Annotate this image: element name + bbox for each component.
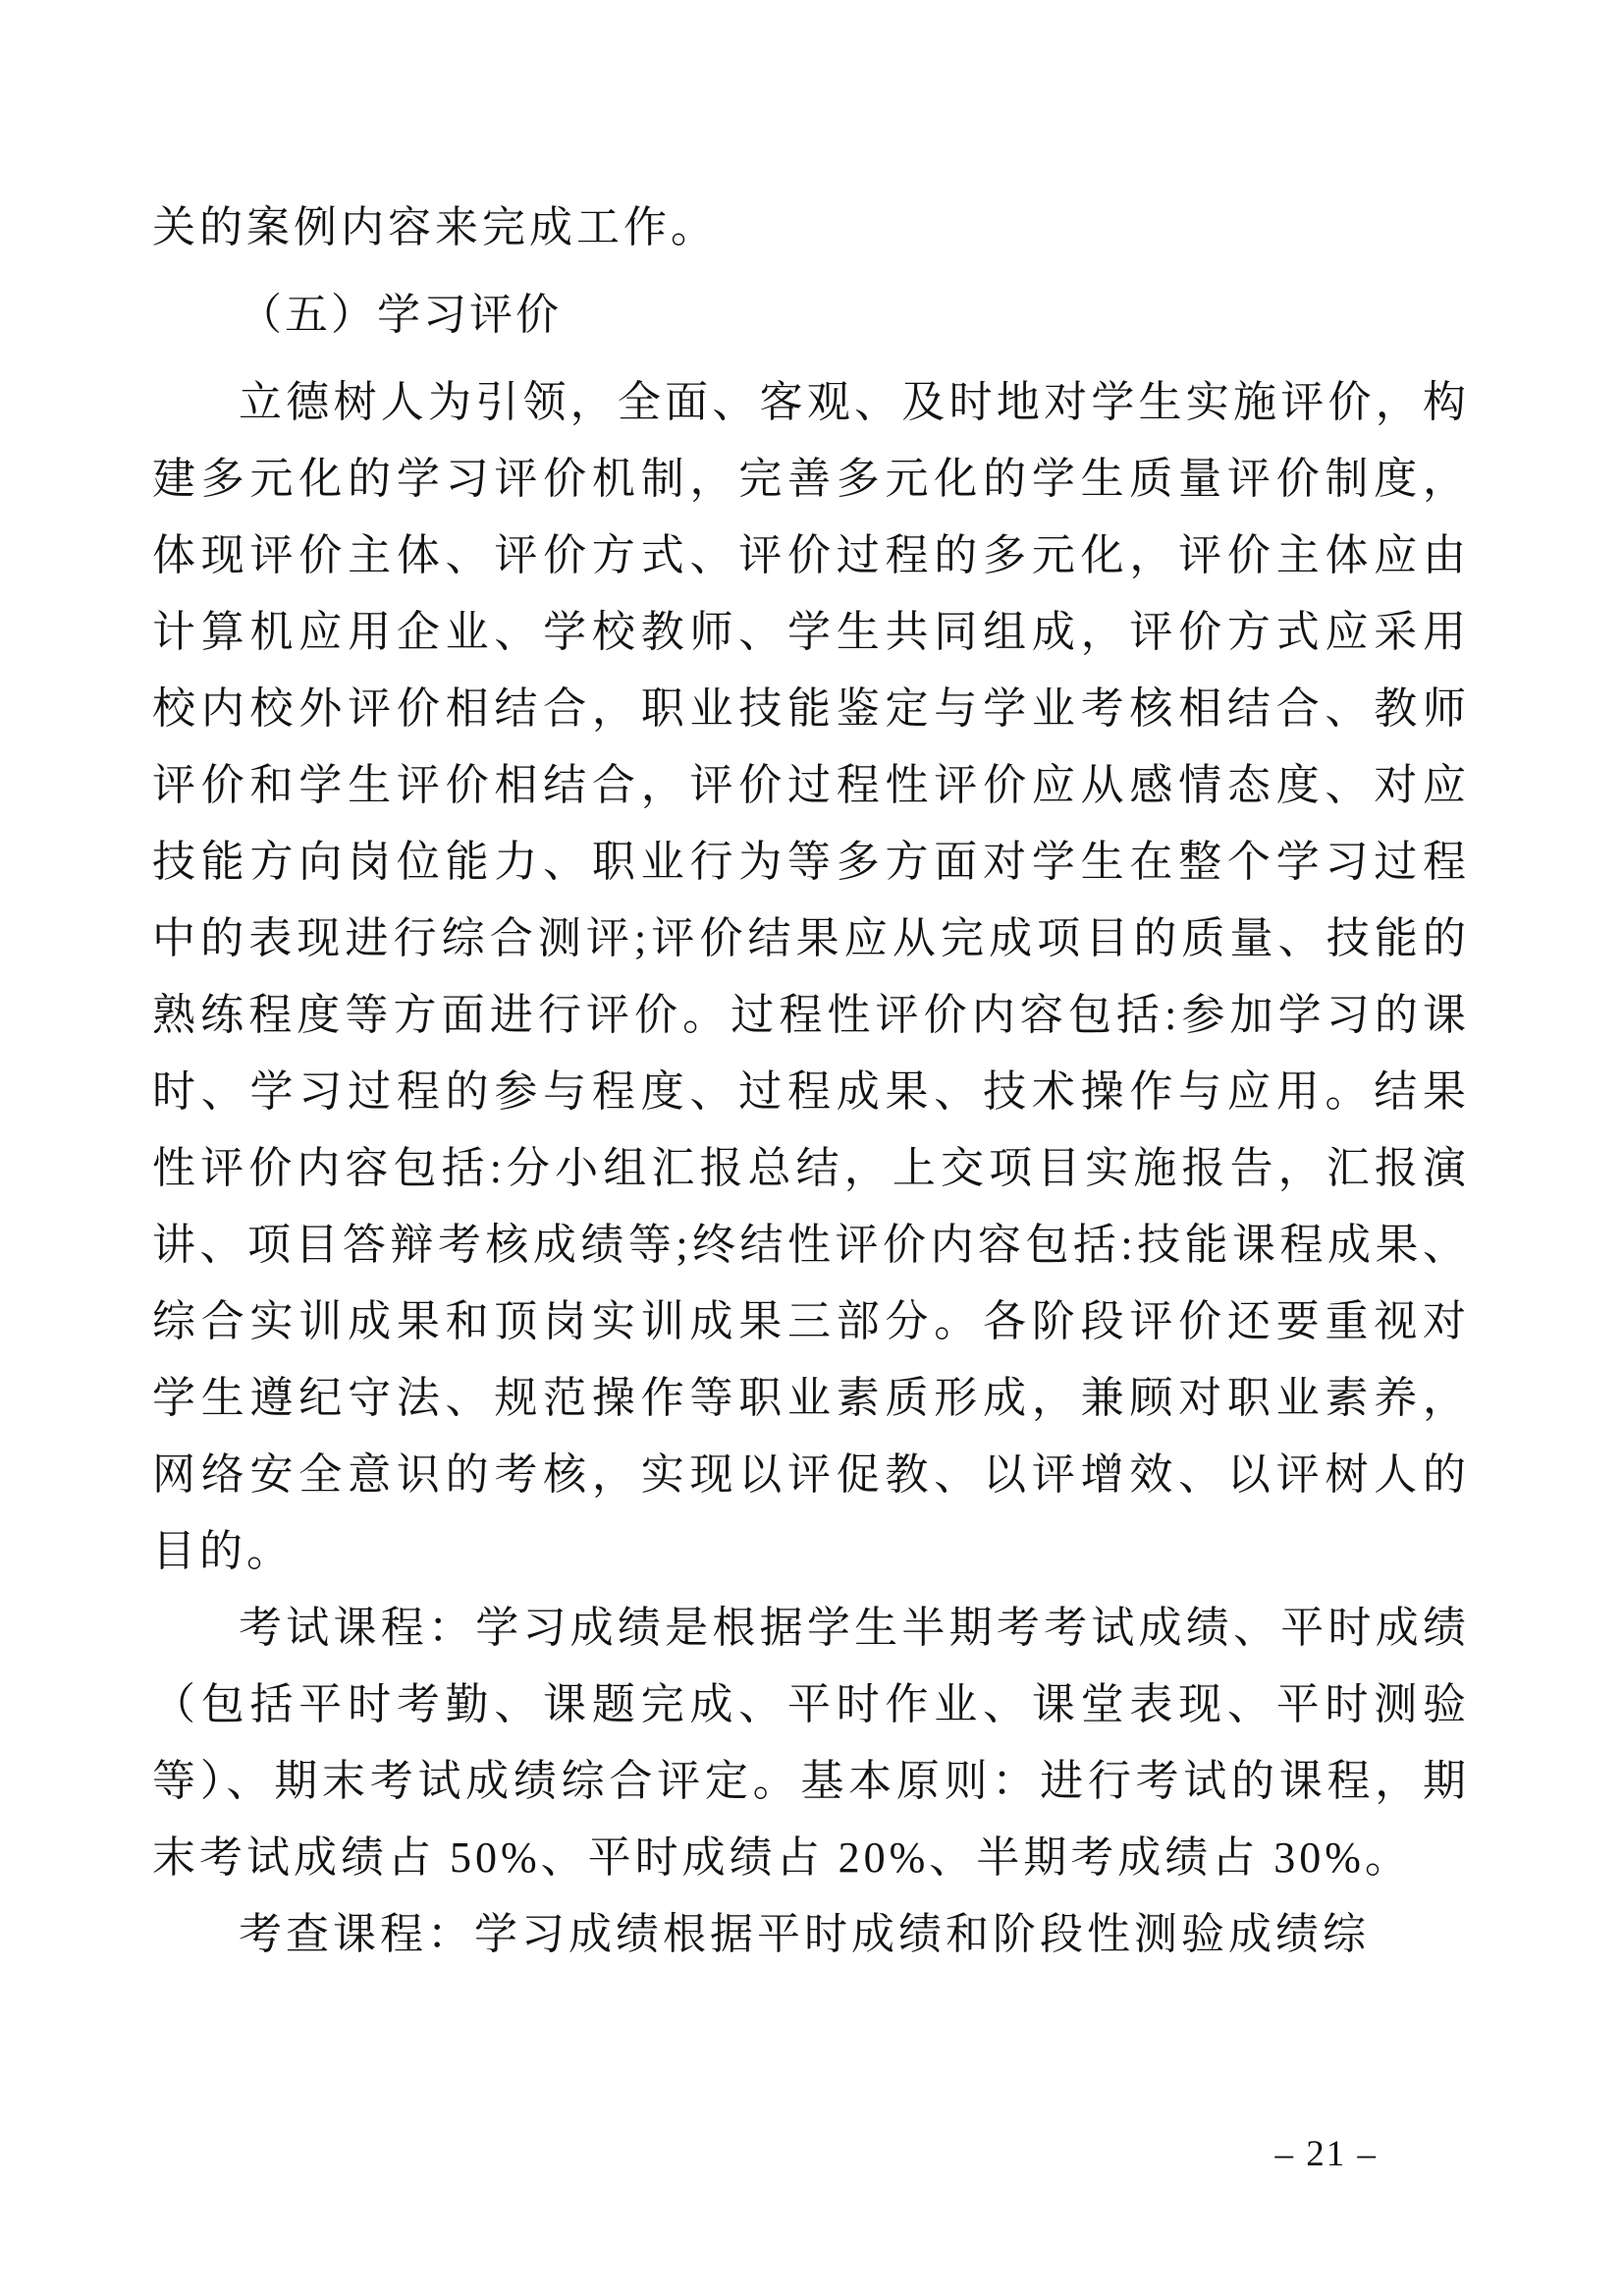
section-heading: （五）学习评价 (239, 291, 562, 339)
paragraph-learning-evaluation: 立德树人为引领，全面、客观、及时地对学生实施评价，构建多元化的学习评价机制，完善多元化的学生质量评价制度，体现评价主体、评价方式、评价过程的多元化，评价主体应由计算机应用企业、学校教师、学生共同组成，评价方式应采用校内校外评价相结合，职业技能鉴定与学业考核相结合、教师评价和学生评价相结合，评价过程性评价应从感情态度、对应技能方向岗位能力、职业行为等多方面对学生在整个学习过程中的表现进行综合测评;评价结果应从完成项目的质量、技能的熟练程度等方面进行评价。过程性评价内容包括:参加学习的课时、学习过程的参与程度、过程成果、技术操作与应用。结果性评价内容包括:分小组汇报总结，上交项目实施报告，汇报演讲、项目答辩考核成绩等;终结性评价内容包括:技能课程成果、综合实训成果和顶岗实训成果三部分。各阶段评价还要重视对学生遵纪守法、规范操作等职业素质形成，兼顾对职业素养，网络安全意识的考核，实现以评促教、以评增效、以评树人的目的。 (152, 378, 1470, 1575)
page-number: – 21 – (1274, 2134, 1378, 2174)
paragraph-assessment-courses: 考查课程：学习成绩根据平时成绩和阶段性测验成绩综 (239, 1910, 1370, 1958)
page-content (152, 190, 1470, 1973)
continuation-paragraph: 关的案例内容来完成工作。 (152, 203, 718, 251)
paragraph-exam-courses: 考试课程：学习成绩是根据学生半期考考试成绩、平时成绩（包括平时考勤、课题完成、平时作业、课堂表现、平时测验等）、期末考试成绩综合评定。基本原则：进行考试的课程，期末考试成绩占 50%、平时成绩占 20%、半期考成绩占 30%。 (152, 1604, 1470, 1882)
